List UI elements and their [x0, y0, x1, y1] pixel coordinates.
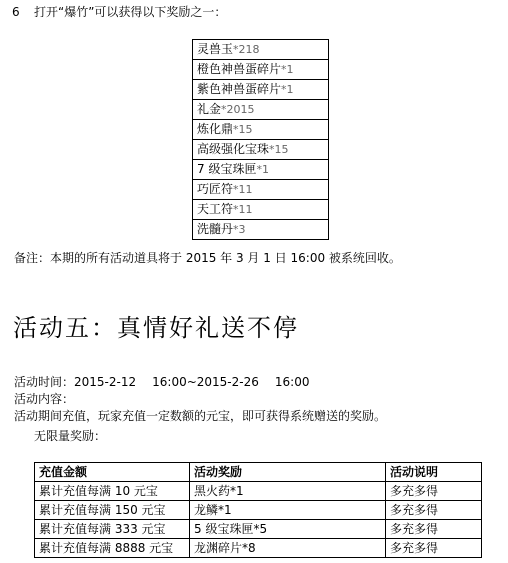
header-recharge-amount: 充值金额: [35, 463, 190, 482]
recharge-table: [34, 462, 482, 558]
reward-row: [193, 40, 329, 60]
reward-cell: [193, 200, 329, 220]
note-cell: 多充多得: [386, 501, 482, 520]
reward-cell: 黑火药*1: [190, 482, 386, 501]
reward-name: 灵兽玉: [197, 42, 234, 56]
reward-row: [193, 80, 329, 100]
table-row: [35, 539, 482, 558]
reward-table: [192, 39, 329, 240]
note-cell: 多充多得: [386, 539, 482, 558]
reward-cell: 龙渊碎片*8: [190, 539, 386, 558]
reward-qty: *1: [281, 63, 294, 76]
section-title: 活动五：真情好礼送不停: [13, 314, 299, 342]
activity-time-end: 16:00: [274, 375, 310, 389]
activity-content-text: 活动期间充值，玩家充值一定数额的元宝，即可获得系统赠送的奖励。: [14, 409, 387, 423]
reward-row: [193, 60, 329, 80]
activity-time-label: 活动时间：: [14, 375, 75, 389]
table-row: [35, 482, 482, 501]
reward-name: 7 级宝珠匣: [197, 162, 257, 176]
reward-cell: 5 级宝珠匣*5: [190, 520, 386, 539]
reward-row: [193, 220, 329, 240]
reward-cell: [193, 100, 329, 120]
recharge-amount-cell: 累计充值每满 333 元宝: [35, 520, 190, 539]
reward-name: 洗髓丹: [197, 222, 234, 236]
header-activity-note: 活动说明: [386, 463, 482, 482]
reward-qty: *2015: [221, 103, 255, 116]
reward-row: [193, 180, 329, 200]
reward-name: 巧匠符: [197, 182, 234, 196]
reward-cell: [193, 140, 329, 160]
unlimited-reward-label: 无限量奖励：: [34, 429, 107, 443]
reward-row: [193, 160, 329, 180]
reward-cell: [193, 120, 329, 140]
reward-qty: *15: [269, 143, 289, 156]
table-header-row: [35, 463, 482, 482]
recharge-amount-cell: 累计充值每满 8888 元宝: [35, 539, 190, 558]
reward-cell: [193, 160, 329, 180]
reward-row: [193, 140, 329, 160]
reward-qty: *11: [233, 183, 253, 196]
step-number: 6: [12, 5, 20, 19]
recycle-note: 备注：本期的所有活动道具将于 2015 年 3 月 1 日 16:00 被系统回收。: [14, 251, 401, 265]
reward-qty: *3: [233, 223, 246, 236]
note-cell: 多充多得: [386, 482, 482, 501]
activity-time-range: 16:00~2015-2-26: [152, 375, 259, 389]
reward-name: 紫色神兽蛋碎片: [197, 82, 282, 96]
reward-qty: *1: [256, 163, 269, 176]
reward-row: [193, 100, 329, 120]
reward-qty: *15: [233, 123, 253, 136]
reward-name: 天工符: [197, 202, 234, 216]
step-text: 打开“爆竹”可以获得以下奖励之一：: [34, 5, 227, 19]
table-row: [35, 520, 482, 539]
table-row: [35, 501, 482, 520]
reward-qty: *218: [233, 43, 260, 56]
reward-name: 礼金: [197, 102, 222, 116]
reward-row: [193, 200, 329, 220]
activity-time: [14, 374, 309, 390]
reward-name: 橙色神兽蛋碎片: [197, 62, 282, 76]
reward-cell: [193, 40, 329, 60]
reward-cell: [193, 180, 329, 200]
note-cell: 多充多得: [386, 520, 482, 539]
reward-cell: 龙鳞*1: [190, 501, 386, 520]
reward-name: 炼化鼎: [197, 122, 234, 136]
activity-time-start: 2015-2-12: [74, 375, 137, 389]
activity-content-label: 活动内容：: [14, 392, 75, 406]
reward-row: [193, 120, 329, 140]
reward-qty: *1: [281, 83, 294, 96]
reward-qty: *11: [233, 203, 253, 216]
recharge-amount-cell: 累计充值每满 150 元宝: [35, 501, 190, 520]
header-activity-reward: 活动奖励: [190, 463, 386, 482]
reward-cell: [193, 80, 329, 100]
step-line: [12, 4, 226, 20]
recharge-amount-cell: 累计充值每满 10 元宝: [35, 482, 190, 501]
reward-cell: [193, 220, 329, 240]
reward-cell: [193, 60, 329, 80]
reward-name: 高级强化宝珠: [197, 142, 270, 156]
